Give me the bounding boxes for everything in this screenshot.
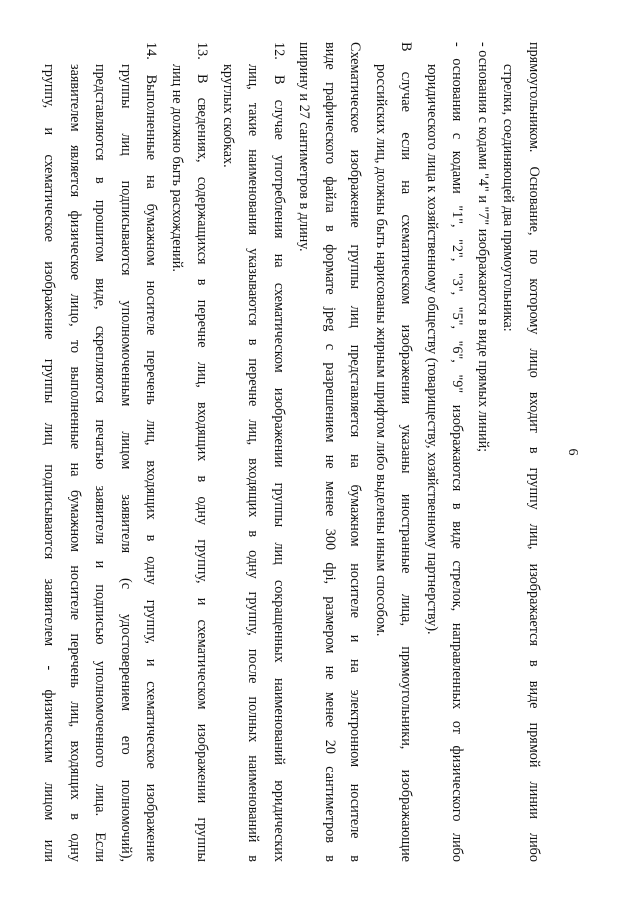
text-line-20: группу, и схематическое изображение группы лиц подписываются заявителем - физическим лицом или	[41, 64, 58, 862]
text-line-16: 14. Выполненные на бумажном носителе перечень лиц, входящих в одну группу, и схематическое изображение	[143, 42, 160, 862]
text-line-17: группы лиц подписываются уполномоченным лицом заявителя (с удостоверением его полномочий),	[118, 64, 134, 862]
text-line-19: заявителем является физическое лицо, то выполненные на бумажном носителе перечень лиц, входящих в одну	[67, 64, 83, 862]
text-line-10: ширину и 27 сантиметров в длину.	[296, 42, 313, 252]
body-text	[36, 42, 546, 862]
text-line-3: - основания с кодами "4" и "7" изображаются в виде прямых линий;	[475, 42, 491, 453]
page-number: 6	[565, 448, 580, 456]
text-line-2: стрелки, соединяющей два прямоугольника:	[500, 64, 517, 332]
rotated-text-block	[41, 42, 580, 862]
text-line-1: прямоугольником. Основание, по которому лицо входит в группу лиц, изображается в виде прямой линии либо	[526, 42, 542, 862]
text-line-9: виде графического файла в формате jpeg с разрешением не менее 300 dpi, размером не менее 20 сантиметров в	[322, 42, 338, 862]
text-line-6: В случае если на схематическом изображении указаны иностранные лица, прямоугольники, изображающие	[398, 42, 415, 862]
text-line-14: 13. В сведениях, содержащихся в перечне лиц, входящих в одну группу, и схематическом изображении группы	[194, 42, 211, 862]
text-line-18: представляются в прошитом виде, скрепляются печатью заявителя и подписью уполномоченного лица. Если	[92, 64, 109, 862]
text-line-4: - основания с кодами "1", "2", "3", "5", "6", "9" изображаются в виде стрелок, направленных от физического либо	[449, 42, 466, 862]
text-line-5: юридического лица к хозяйственному обществу (товариществу, хозяйственному партнерству).	[424, 64, 440, 635]
text-line-8: Схематическое изображение группы лиц представляется на бумажном носителе и на электронном носителе в	[347, 42, 364, 862]
text-line-7: российских лиц, должны быть нарисованы жирным шрифтом либо выделены иным способом.	[373, 64, 389, 637]
text-line-13: круглых скобках.	[220, 64, 236, 168]
text-line-11: 12. В случае употребления на схематическом изображении группы лиц сокращенных наименований юридических	[271, 42, 287, 862]
text-line-15: лиц не должно быть расхождений.	[169, 64, 185, 272]
text-line-12: лиц, такие наименования указываются в перечне лиц, входящих в одну группу, после полных наименований в	[245, 64, 262, 862]
